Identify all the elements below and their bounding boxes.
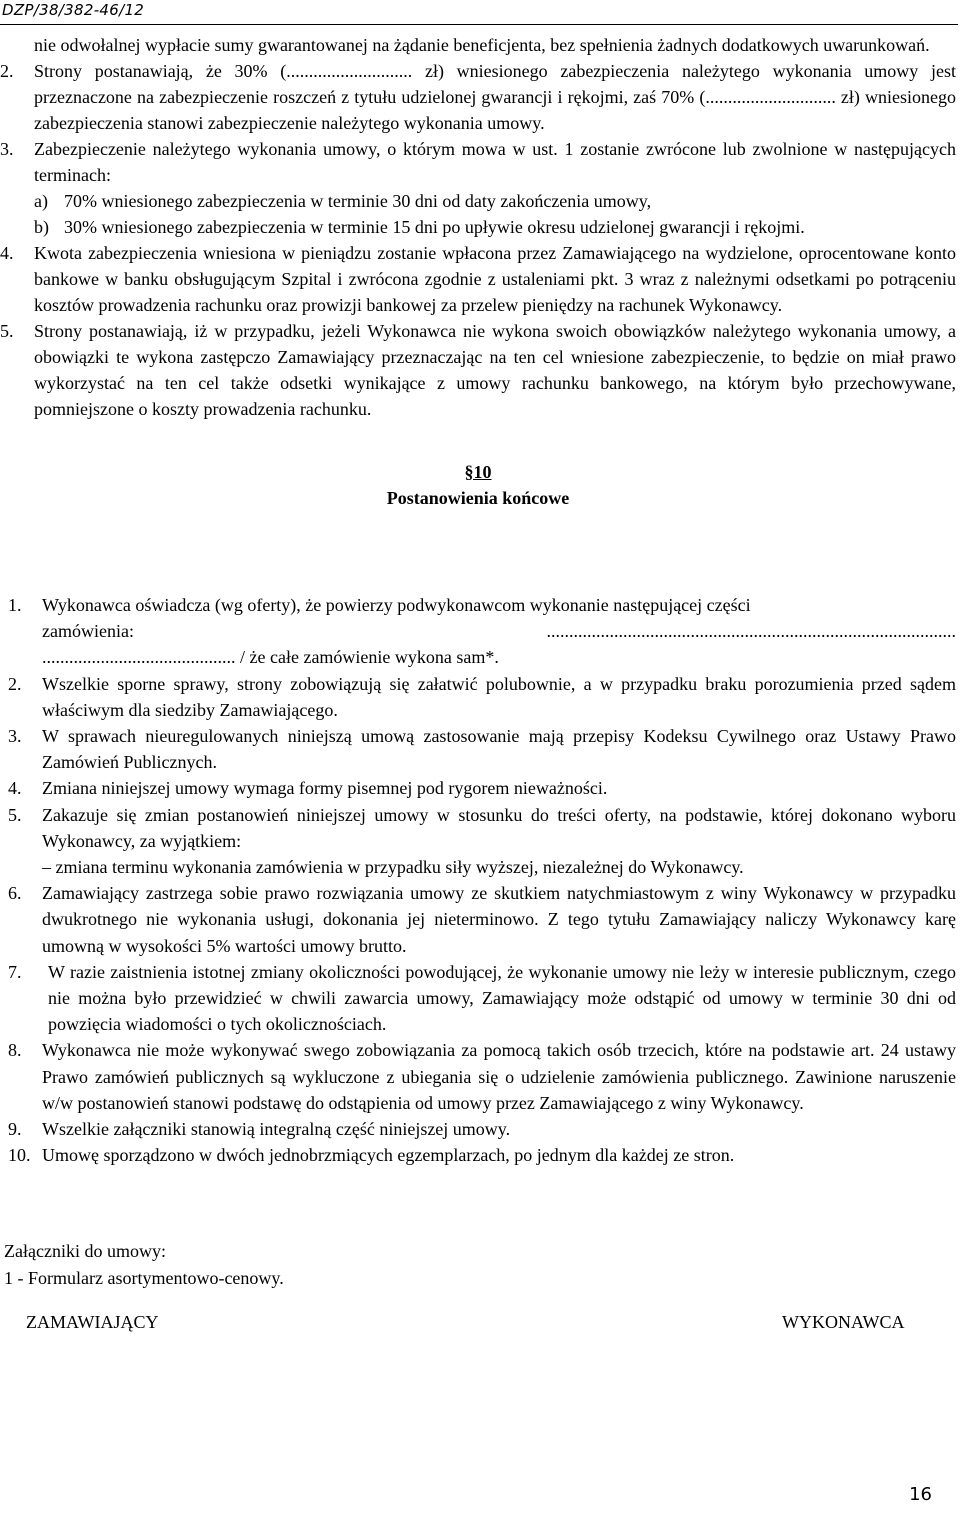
- paragraph-5: [0, 318, 956, 422]
- provision-item-9: [8, 1116, 956, 1142]
- paragraph-text: Strony postanawiają, iż w przypadku, jeżeli Wykonawca nie wykona swoich obowiązków należytego wykonania umowy, a obowiązki te wykona zastępczo Zamawiający przeznaczając na ten cel wniesione zabezpieczenie, to będzie on miał prawo wykorzystać na ten cel także odsetki wynikające z umowy rachunku bankowego, na którym było przechowywane, pomniejszone o koszty prowadzenia rachunku.: [34, 321, 956, 419]
- provision-number: 3.: [8, 726, 22, 747]
- provision-item-6: [8, 880, 956, 959]
- provision-text: Zmiana niniejszej umowy wymaga formy pisemnej pod rygorem nieważności.: [42, 778, 608, 799]
- provision-text: W sprawach nieuregulowanych niniejszą umową zastosowanie mają przepisy Kodeksu Cywilnego oraz Ustawy Prawo Zamówień Publicznych.: [42, 726, 956, 773]
- provision-item-2: [8, 671, 956, 723]
- provision-text: Umowę sporządzono w dwóch jednobrzmiących egzemplarzach, po jednym dla każdej ze stron.: [42, 1145, 735, 1166]
- item-label: a): [34, 191, 48, 211]
- provision-text-line1: Wykonawca oświadcza (wg oferty), że powierzy podwykonawcom wykonanie następującej części: [42, 595, 751, 615]
- provision-text-line2-left: zamówienia:: [42, 621, 134, 642]
- page-header: [0, 0, 958, 25]
- paragraph-1-continuation: nie odwołalnej wypłacie sumy gwarantowanej na żądanie beneficjenta, bez spełnienia żadnych dodatkowych uwarunkowań.: [34, 35, 930, 55]
- provision-number: 7.: [8, 961, 22, 982]
- paragraph-number: 5.: [0, 321, 14, 341]
- provision-number: 2.: [8, 673, 22, 694]
- provision-item-7: [8, 959, 956, 1038]
- provision-text: Wszelkie załączniki stanowią integralną część niniejszej umowy.: [42, 1119, 511, 1140]
- provision-number: 1.: [8, 595, 22, 615]
- page-number: 16: [909, 1484, 932, 1505]
- paragraph-text: Kwota zabezpieczenia wniesiona w pieniądzu zostanie wpłacona przez Zamawiającego na wydzielone, oprocentowane konto bankowe w banku obsługującym Szpital i zwrócona zgodnie z ustaleniami pkt. 3 wraz z należnymi odsetkami po potrąceniu kosztów prowadzenia rachunku oraz prowizji bankowej za przelew pieniędzy na rachunek Wykonawcy.: [34, 243, 956, 315]
- item-label: b): [34, 217, 49, 237]
- provision-exception: – zmiana terminu wykonania zamówienia w przypadku siły wyższej, niezależnej do Wykonawcy.: [42, 857, 744, 878]
- signature-orderer: ZAMAWIAJĄCY: [26, 1312, 159, 1332]
- provision-number: 6.: [8, 883, 22, 904]
- paragraph-number: 3.: [0, 139, 14, 159]
- provision-number: 9.: [8, 1119, 22, 1140]
- provision-fill-in-dots: ...........................................................................................: [546, 621, 956, 642]
- paragraph-text: Zabezpieczenie należytego wykonania umowy, o którym mowa w ust. 1 zostanie zwrócone lub zwolnione w następujących terminach:: [34, 139, 956, 185]
- paragraph-number: 2.: [0, 61, 14, 81]
- section-number: §10: [464, 462, 492, 482]
- provision-dots-line: [42, 618, 956, 644]
- item-text: 70% wniesionego zabezpieczenia w terminie 30 dni od daty zakończenia umowy,: [64, 191, 652, 211]
- final-provisions-list: [8, 592, 956, 1168]
- signature-contractor: WYKONAWCA: [782, 1312, 905, 1332]
- attachments-title: Załączniki do umowy:: [4, 1241, 166, 1261]
- paragraph-3-item-a: [34, 188, 956, 214]
- provision-item-3: [8, 723, 956, 775]
- provision-number: 4.: [8, 778, 22, 799]
- section-title: Postanowienia końcowe: [386, 488, 570, 508]
- item-text: 30% wniesionego zabezpieczenia w terminie 15 dni po upływie okresu udzielonej gwarancji i rękojmi.: [64, 217, 805, 237]
- document-code: DZP/38/382-46/12: [2, 1, 145, 19]
- provision-body: [42, 802, 956, 881]
- provision-number: 8.: [8, 1040, 22, 1061]
- paragraph-text: Strony postanawiają, że 30% (............................ zł) wniesionego zabezpieczenia należytego wykonania umowy jest przeznaczone na zabezpieczenie roszczeń z tytułu udzielonej gwarancji i rękojmi, zaś 70% (............................. zł) wniesionego zabezpieczenia stanowi zabezpieczenie należytego wykonania umowy.: [34, 61, 956, 133]
- provision-item-8: [8, 1037, 956, 1116]
- paragraph-4: [0, 240, 956, 318]
- provision-number: 10.: [8, 1145, 31, 1166]
- provision-text: Wykonawca nie może wykonywać swego zobowiązania za pomocą takich osób trzecich, które na podstawie art. 24 ustawy Prawo zamówień publicznych są wykluczone z ubiegania się o udzielenie zamówienia publicznego. Zawinione naruszenie w/w postanowień stanowi podstawę do odstąpienia od umowy przez Zamawiającego z winy Wykonawcy.: [42, 1040, 956, 1113]
- provision-text: Zakazuje się zmian postanowień niniejszej umowy w stosunku do treści oferty, na podstawie, której dokonano wyboru Wykonawcy, za wyjątkiem:: [42, 804, 956, 851]
- paragraph-3-item-b: [34, 214, 956, 240]
- provision-text: W razie zaistnienia istotnej zmiany okoliczności powodującej, że wykonanie umowy nie leży w interesie publicznym, czego nie można było przewidzieć w chwili zawarcia umowy, Zamawiający może odstąpić od umowy w terminie 30 dni od powzięcia wiadomości o tych okolicznościach.: [48, 961, 956, 1035]
- provision-text: Zamawiający zastrzega sobie prawo rozwiązania umowy ze skutkiem natychmiastowym z winy Wykonawcy w przypadku dwukrotnego nie wykonania usługi, dokonania jej nieterminowo. Z tego tytułu Zamawiający naliczy Wykonawcy karę umowną w wysokości 5% wartości umowy brutto.: [42, 883, 956, 956]
- provision-item-4: [8, 775, 956, 801]
- attachments-section: [4, 1238, 284, 1292]
- provision-text-line3: ........................................... / że całe zamówienie wykona sam*.: [42, 647, 499, 668]
- attachment-item: 1 - Formularz asortymentowo-cenowy.: [4, 1268, 284, 1288]
- provision-item-1: [8, 592, 956, 671]
- paragraph-3: [0, 136, 956, 188]
- paragraph-number: 4.: [0, 243, 14, 263]
- guarantee-clauses: [0, 32, 956, 511]
- provision-number: 5.: [8, 804, 22, 825]
- provision-item-5: [8, 802, 956, 881]
- paragraph-2: [0, 58, 956, 136]
- provision-body: [42, 592, 956, 671]
- provision-item-10: [8, 1142, 956, 1168]
- provision-text: Wszelkie sporne sprawy, strony zobowiązują się załatwić polubownie, a w przypadku braku porozumienia przed sądem właściwym dla siedziby Zamawiającego.: [42, 673, 956, 720]
